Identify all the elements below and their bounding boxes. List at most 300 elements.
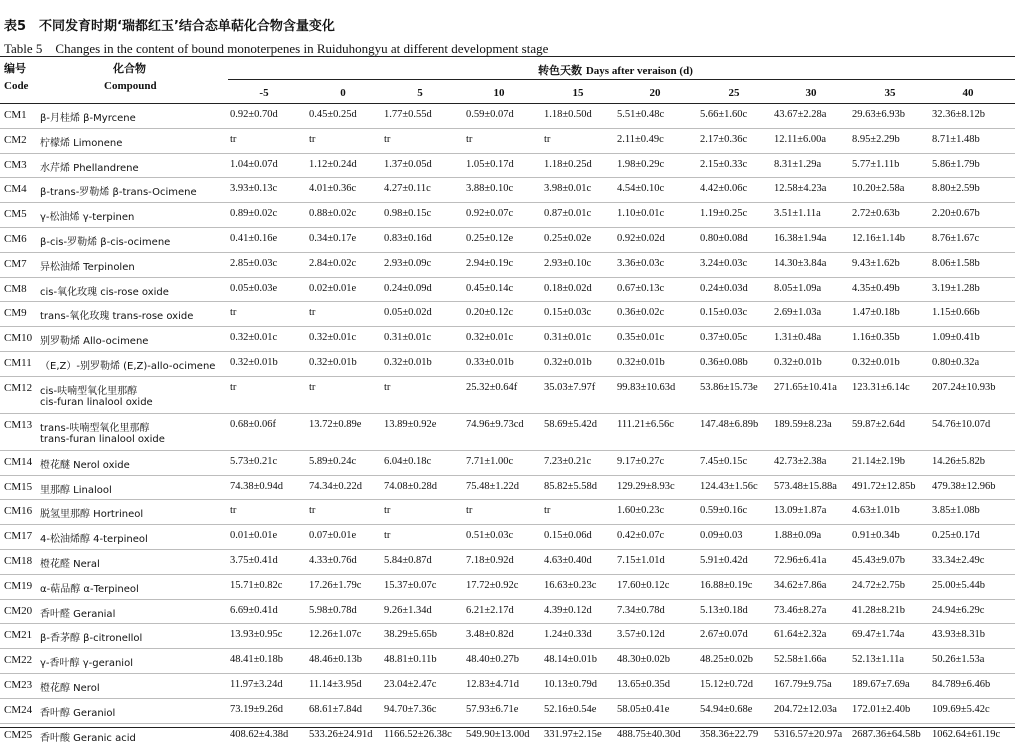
row-code: CM10	[4, 332, 33, 345]
cell-value: 479.38±12.96b	[932, 480, 996, 492]
row-code: CM19	[4, 579, 33, 592]
cell-value: 43.67±2.28a	[774, 109, 827, 120]
cell-value: 15.37±0.07c	[384, 579, 437, 591]
cell-value: 7.18±0.92d	[466, 554, 514, 566]
row-compound-en: trans-furan linalool oxide	[40, 433, 165, 445]
row-code: CM7	[4, 257, 27, 270]
cell-value: 2.20±0.67b	[932, 208, 980, 220]
row-compound: 别罗勒烯 Allo-ocimene	[40, 336, 149, 348]
cell-value: 45.43±9.07b	[852, 554, 906, 566]
cell-value: 4.63±1.01b	[852, 505, 900, 517]
cell-value: 5.73±0.21c	[230, 455, 278, 467]
cell-value: 17.72±0.92c	[466, 579, 519, 591]
cell-value: 12.16±1.14b	[852, 232, 906, 244]
cell-value: 48.81±0.11b	[384, 654, 437, 666]
table-title-cn: 表5 不同发育时期‘瑞都红玉’结合态单萜化合物含量变化	[4, 19, 335, 34]
table-row	[0, 154, 1015, 179]
table-row	[0, 228, 1015, 253]
cell-value: 0.45±0.25d	[309, 109, 357, 120]
cell-value: 0.09±0.03	[700, 530, 743, 542]
table-row	[0, 451, 1015, 476]
cell-value: 207.24±10.93b	[932, 381, 996, 393]
row-compound: cis-呋喃型氧化里那醇	[40, 385, 138, 397]
cell-value: 0.32±0.01b	[309, 356, 357, 368]
table-row	[0, 525, 1015, 550]
cell-value: 573.48±15.88a	[774, 480, 837, 492]
cell-value: 1.12±0.24d	[309, 158, 357, 170]
cell-value: 85.82±5.58d	[544, 480, 598, 492]
cell-value: 12.11±6.00a	[774, 133, 827, 145]
cell-value: 1.10±0.01c	[617, 208, 665, 220]
cell-value: 8.05±1.09a	[774, 282, 822, 294]
cell-value: 4.01±0.36c	[309, 183, 357, 195]
cell-value: 2.94±0.19c	[466, 257, 514, 269]
cell-value: 42.73±2.38a	[774, 455, 827, 467]
cell-value: 8.76±1.67c	[932, 232, 980, 244]
cell-value: 17.60±0.12c	[617, 579, 670, 591]
cell-value: 0.91±0.34b	[852, 530, 900, 542]
day-header-1: 0	[340, 87, 346, 99]
table-row	[0, 129, 1015, 154]
cell-value: 0.34±0.17e	[309, 232, 357, 244]
cell-value: 0.01±0.01e	[230, 530, 278, 542]
cell-value: 0.88±0.02c	[309, 208, 357, 220]
cell-value: 74.34±0.22d	[309, 480, 363, 492]
cell-value: 13.72±0.89e	[309, 418, 362, 430]
cell-value: tr	[384, 530, 391, 542]
cell-value: 358.36±22.79	[700, 728, 759, 740]
cell-value: 1.09±0.41b	[932, 332, 980, 344]
cell-value: 271.65±10.41a	[774, 381, 837, 393]
table-row	[0, 302, 1015, 327]
day-header-5: 20	[649, 87, 661, 99]
cell-value: 35.03±7.97f	[544, 381, 596, 393]
cell-value: 3.36±0.03c	[617, 257, 665, 269]
table-row	[0, 178, 1015, 203]
row-code: CM11	[4, 356, 32, 369]
row-code: CM20	[4, 604, 33, 617]
cell-value: 3.24±0.03c	[700, 257, 748, 269]
cell-value: 189.59±8.23a	[774, 418, 832, 430]
cell-value: 15.12±0.72d	[700, 678, 754, 690]
cell-value: 0.25±0.12e	[466, 232, 514, 244]
table-row	[0, 414, 1015, 451]
cell-value: 23.04±2.47c	[384, 678, 437, 690]
table-row	[0, 649, 1015, 674]
table-row	[0, 550, 1015, 575]
cell-value: 3.19±1.28b	[932, 282, 980, 294]
row-code: CM6	[4, 232, 27, 245]
cell-value: 1.15±0.66b	[932, 307, 980, 319]
day-header-3: 10	[493, 87, 505, 99]
row-compound: 柠檬烯 Limonene	[40, 137, 123, 149]
cell-value: 2.67±0.07d	[700, 629, 748, 641]
cell-value: 74.38±0.94d	[230, 480, 284, 492]
bottom-rule	[0, 727, 1015, 728]
row-code: CM5	[4, 208, 27, 221]
cell-value: 48.30±0.02b	[617, 654, 671, 666]
cell-value: 21.14±2.19b	[852, 455, 906, 467]
cell-value: 7.45±0.15c	[700, 455, 748, 467]
row-compound: 里那醇 Linalool	[40, 484, 112, 496]
row-code: CM21	[4, 629, 33, 642]
cell-value: 75.48±1.22d	[466, 480, 520, 492]
cell-value: 123.31±6.14c	[852, 381, 910, 393]
cell-value: 5.91±0.42d	[700, 554, 748, 566]
cell-value: 0.07±0.01e	[309, 530, 357, 542]
cell-value: 12.26±1.07c	[309, 629, 362, 641]
row-compound: 脱氢里那醇 Hortrineol	[40, 509, 144, 521]
cell-value: 84.789±6.46b	[932, 678, 991, 690]
table-row	[0, 104, 1015, 129]
row-code: CM14	[4, 455, 33, 468]
day-header-6: 25	[728, 87, 740, 99]
cell-value: 99.83±10.63d	[617, 381, 676, 393]
code-header-en: Code	[4, 80, 29, 92]
cell-value: 0.31±0.01c	[544, 332, 592, 344]
row-compound: cis-氧化玫瑰 cis-rose oxide	[40, 286, 169, 298]
cell-value: 1.98±0.29c	[617, 158, 665, 170]
cell-value: 0.25±0.17d	[932, 530, 980, 542]
row-compound: β-cis-罗勒烯 β-cis-ocimene	[40, 236, 171, 248]
cell-value: 58.69±5.42d	[544, 418, 598, 430]
cell-value: 129.29±8.93c	[617, 480, 675, 492]
cell-value: 73.46±8.27a	[774, 604, 827, 616]
compound-header-en: Compound	[104, 80, 157, 92]
cell-value: 5316.57±20.97a	[774, 728, 843, 740]
cell-value: tr	[384, 381, 391, 393]
cell-value: 4.33±0.76d	[309, 554, 357, 566]
cell-value: 0.98±0.15c	[384, 208, 432, 220]
cell-value: 4.54±0.10c	[617, 183, 665, 195]
cell-value: 0.68±0.06f	[230, 418, 277, 430]
row-code: CM24	[4, 703, 33, 716]
row-compound: 香叶醛 Geranial	[40, 608, 116, 620]
cell-value: 0.31±0.01c	[384, 332, 432, 344]
cell-value: 25.00±5.44b	[932, 579, 986, 591]
cell-value: 0.87±0.01c	[544, 208, 592, 220]
table-row	[0, 600, 1015, 625]
cell-value: 0.59±0.16c	[700, 505, 748, 517]
days-header-cn: 转色天数	[538, 64, 582, 77]
table-body	[0, 104, 1015, 747]
cell-value: 172.01±2.40b	[852, 703, 911, 715]
cell-value: 5.13±0.18d	[700, 604, 748, 616]
cell-value: 0.05±0.03e	[230, 282, 278, 294]
cell-value: 11.14±3.95d	[309, 678, 362, 690]
day-header-9: 40	[962, 87, 974, 99]
cell-value: 4.63±0.40d	[544, 554, 592, 566]
cell-value: tr	[466, 133, 473, 145]
cell-value: 5.98±0.78d	[309, 604, 357, 616]
cell-value: 9.17±0.27c	[617, 455, 665, 467]
cell-value: 3.85±1.08b	[932, 505, 980, 517]
cell-value: tr	[544, 505, 551, 517]
cell-value: 0.02±0.01e	[309, 282, 357, 294]
cell-value: 8.71±1.48b	[932, 133, 980, 145]
cell-value: 41.28±8.21b	[852, 604, 906, 616]
cell-value: 0.59±0.07d	[466, 109, 514, 120]
cell-value: tr	[309, 381, 316, 393]
cell-value: 0.42±0.07c	[617, 530, 665, 542]
cell-value: 74.96±9.73cd	[466, 418, 524, 430]
cell-value: 5.86±1.79b	[932, 158, 980, 170]
cell-value: 1062.64±61.19c	[932, 728, 1001, 740]
cell-value: 0.24±0.03d	[700, 282, 748, 294]
cell-value: 0.36±0.02c	[617, 307, 665, 319]
cell-value: 1.05±0.17d	[466, 158, 514, 170]
cell-value: 59.87±2.64d	[852, 418, 906, 430]
cell-value: 0.15±0.03c	[544, 307, 592, 319]
cell-value: 8.80±2.59b	[932, 183, 980, 195]
row-code: CM17	[4, 530, 33, 543]
row-compound: β-香茅醇 β-citronellol	[40, 633, 143, 645]
cell-value: 0.32±0.01b	[544, 356, 592, 368]
cell-value: 0.20±0.12c	[466, 307, 514, 319]
cell-value: 331.97±2.15e	[544, 728, 602, 740]
cell-value: 2.72±0.63b	[852, 208, 900, 220]
cell-value: 0.41±0.16e	[230, 232, 278, 244]
cell-value: 4.27±0.11c	[384, 183, 431, 195]
row-compound: 橙花醇 Nerol	[40, 682, 100, 694]
cell-value: 533.26±24.91d	[309, 728, 373, 740]
cell-value: 48.14±0.01b	[544, 654, 598, 666]
cell-value: 7.15±1.01d	[617, 554, 665, 566]
row-compound: α-萜品醇 α-Terpineol	[40, 583, 139, 595]
cell-value: 14.26±5.82b	[932, 455, 986, 467]
cell-value: 0.45±0.14c	[466, 282, 514, 294]
cell-value: 9.43±1.62b	[852, 257, 900, 269]
cell-value: 1.47±0.18b	[852, 307, 900, 319]
cell-value: tr	[309, 505, 316, 517]
row-compound: 异松油烯 Terpinolen	[40, 261, 135, 273]
cell-value: 7.34±0.78d	[617, 604, 665, 616]
cell-value: 5.66±1.60c	[700, 109, 748, 120]
days-header-en: Days after veraison (d)	[585, 65, 693, 77]
cell-value: 2.11±0.49c	[617, 133, 664, 145]
cell-value: 52.16±0.54e	[544, 703, 597, 715]
cell-value: 7.71±1.00c	[466, 455, 514, 467]
top-rule	[0, 56, 1015, 57]
cell-value: 29.63±6.93b	[852, 109, 906, 120]
row-code: CM2	[4, 133, 27, 146]
cell-value: 6.04±0.18c	[384, 455, 432, 467]
cell-value: 1.18±0.25d	[544, 158, 592, 170]
cell-value: tr	[230, 505, 237, 517]
cell-value: 16.88±0.19c	[700, 579, 753, 591]
table-row	[0, 500, 1015, 525]
cell-value: 33.34±2.49c	[932, 554, 985, 566]
row-code: CM1	[4, 109, 27, 121]
cell-value: 0.33±0.01b	[466, 356, 514, 368]
cell-value: 111.21±6.56c	[617, 418, 674, 430]
cell-value: 52.13±1.11a	[852, 654, 905, 666]
cell-value: 43.93±8.31b	[932, 629, 986, 641]
row-code: CM25	[4, 728, 33, 741]
cell-value: 189.67±7.69a	[852, 678, 910, 690]
table-row	[0, 327, 1015, 352]
cell-value: 5.84±0.87d	[384, 554, 432, 566]
cell-value: 0.51±0.03c	[466, 530, 514, 542]
cell-value: 12.83±4.71d	[466, 678, 520, 690]
cell-value: 16.63±0.23c	[544, 579, 597, 591]
row-compound: 橙花醛 Neral	[40, 558, 100, 570]
table-row	[0, 377, 1015, 414]
cell-value: 9.26±1.34d	[384, 604, 432, 616]
cell-value: 94.70±7.36c	[384, 703, 437, 715]
day-header-4: 15	[572, 87, 584, 99]
row-compound: trans-呋喃型氧化里那醇	[40, 422, 150, 434]
cell-value: 3.98±0.01c	[544, 183, 592, 195]
cell-value: 6.21±2.17d	[466, 604, 514, 616]
compound-header-cn: 化合物	[113, 62, 146, 75]
cell-value: 54.94±0.68e	[700, 703, 753, 715]
table-title-en: Table 5 Changes in the content of bound monoterpenes in Ruiduhongyu at different development stage	[4, 41, 549, 56]
cell-value: 11.97±3.24d	[230, 678, 283, 690]
cell-value: 0.32±0.01b	[774, 356, 822, 368]
cell-value: 488.75±40.30d	[617, 728, 681, 740]
row-compound: 4-松油烯醇 4-terpineol	[40, 534, 148, 546]
cell-value: 0.18±0.02d	[544, 282, 592, 294]
row-compound: （E,Z）-别罗勒烯 (E,Z)-allo-ocimene	[40, 360, 216, 372]
cell-value: 0.25±0.02e	[544, 232, 592, 244]
cell-value: 52.58±1.66a	[774, 654, 827, 666]
day-header-0: -5	[259, 87, 269, 99]
cell-value: 10.20±2.58a	[852, 183, 905, 195]
cell-value: 38.29±5.65b	[384, 629, 438, 641]
cell-value: 13.09±1.87a	[774, 505, 827, 517]
cell-value: 3.88±0.10c	[466, 183, 514, 195]
table-row	[0, 203, 1015, 228]
row-code: CM18	[4, 554, 33, 567]
table-row	[0, 674, 1015, 699]
cell-value: 4.39±0.12d	[544, 604, 592, 616]
cell-value: 2687.36±64.58b	[852, 728, 921, 740]
cell-value: 0.32±0.01c	[230, 332, 278, 344]
cell-value: 0.37±0.05c	[700, 332, 748, 344]
cell-value: 0.36±0.08b	[700, 356, 748, 368]
cell-value: 32.36±8.12b	[932, 109, 986, 120]
cell-value: 5.89±0.24c	[309, 455, 357, 467]
cell-value: 3.48±0.82d	[466, 629, 514, 641]
cell-value: 3.93±0.13c	[230, 183, 278, 195]
days-header	[538, 62, 693, 78]
row-compound: γ-香叶醇 γ-geraniol	[40, 658, 133, 670]
cell-value: 0.92±0.07c	[466, 208, 514, 220]
row-compound-en: cis-furan linalool oxide	[40, 396, 153, 408]
cell-value: 7.23±0.21c	[544, 455, 592, 467]
cell-value: 48.40±0.27b	[466, 654, 520, 666]
cell-value: 1.24±0.33d	[544, 629, 592, 641]
cell-value: 68.61±7.84d	[309, 703, 363, 715]
cell-value: 48.46±0.13b	[309, 654, 363, 666]
cell-value: 1166.52±26.38c	[384, 728, 452, 740]
cell-value: 408.62±4.38d	[230, 728, 289, 740]
cell-value: 0.32±0.01b	[617, 356, 665, 368]
cell-value: 34.62±7.86a	[774, 579, 827, 591]
cell-value: 61.64±2.32a	[774, 629, 827, 641]
cell-value: 0.32±0.01c	[309, 332, 357, 344]
cell-value: 48.41±0.18b	[230, 654, 284, 666]
cell-value: 25.32±0.64f	[466, 381, 518, 393]
cell-value: 2.17±0.36c	[700, 133, 748, 145]
row-compound: 香叶醇 Geraniol	[40, 707, 116, 719]
cell-value: 2.69±1.03a	[774, 307, 822, 319]
table-row	[0, 278, 1015, 303]
cell-value: 13.89±0.92e	[384, 418, 437, 430]
cell-value: 13.93±0.95c	[230, 629, 283, 641]
row-compound: 水芹烯 Phellandrene	[40, 162, 139, 174]
cell-value: 0.32±0.01b	[852, 356, 900, 368]
day-header-7: 30	[805, 87, 817, 99]
cell-value: 4.35±0.49b	[852, 282, 900, 294]
cell-value: 204.72±12.03a	[774, 703, 837, 715]
cell-value: 3.57±0.12d	[617, 629, 665, 641]
day-header-2: 5	[417, 87, 423, 99]
cell-value: 0.24±0.09d	[384, 282, 432, 294]
cell-value: 124.43±1.56c	[700, 480, 758, 492]
cell-value: 491.72±12.85b	[852, 480, 916, 492]
cell-value: 0.80±0.08d	[700, 232, 748, 244]
cell-value: tr	[309, 133, 316, 145]
cell-value: 0.83±0.16d	[384, 232, 432, 244]
cell-value: 2.93±0.09c	[384, 257, 432, 269]
cell-value: 58.05±0.41e	[617, 703, 670, 715]
cell-value: 3.51±1.11a	[774, 208, 821, 220]
row-code: CM22	[4, 654, 33, 667]
cell-value: 2.15±0.33c	[700, 158, 748, 170]
cell-value: 5.51±0.48c	[617, 109, 665, 120]
cell-value: 69.47±1.74a	[852, 629, 905, 641]
table-row	[0, 352, 1015, 377]
row-code: CM8	[4, 282, 27, 295]
cell-value: tr	[230, 381, 237, 393]
cell-value: 1.18±0.50d	[544, 109, 592, 120]
cell-value: 4.42±0.06c	[700, 183, 748, 195]
row-code: CM16	[4, 505, 33, 518]
row-code: CM23	[4, 678, 33, 691]
row-code: CM4	[4, 183, 27, 196]
cell-value: tr	[309, 307, 316, 319]
cell-value: 12.58±4.23a	[774, 183, 827, 195]
cell-value: 0.15±0.03c	[700, 307, 748, 319]
row-compound: γ-松油烯 γ-terpinen	[40, 212, 135, 224]
cell-value: 72.96±6.41a	[774, 554, 827, 566]
cell-value: 24.72±2.75b	[852, 579, 906, 591]
cell-value: 109.69±5.42c	[932, 703, 990, 715]
cell-value: 8.31±1.29a	[774, 158, 822, 170]
row-code: CM3	[4, 158, 27, 171]
cell-value: 1.60±0.23c	[617, 505, 665, 517]
cell-value: 53.86±15.73e	[700, 381, 758, 393]
cell-value: tr	[230, 307, 237, 319]
row-code: CM15	[4, 480, 33, 493]
cell-value: 2.85±0.03c	[230, 257, 278, 269]
cell-value: 0.80±0.32a	[932, 356, 980, 368]
cell-value: 0.05±0.02d	[384, 307, 432, 319]
cell-value: 8.06±1.58b	[932, 257, 980, 269]
row-code: CM12	[4, 381, 33, 394]
cell-value: 54.76±10.07d	[932, 418, 991, 430]
cell-value: 74.08±0.28d	[384, 480, 438, 492]
cell-value: tr	[384, 505, 391, 517]
cell-value: 73.19±9.26d	[230, 703, 284, 715]
table-row	[0, 699, 1015, 724]
cell-value: 0.15±0.06d	[544, 530, 592, 542]
cell-value: 16.38±1.94a	[774, 232, 827, 244]
row-compound: trans-氧化玫瑰 trans-rose oxide	[40, 311, 194, 323]
cell-value: 2.84±0.02c	[309, 257, 357, 269]
